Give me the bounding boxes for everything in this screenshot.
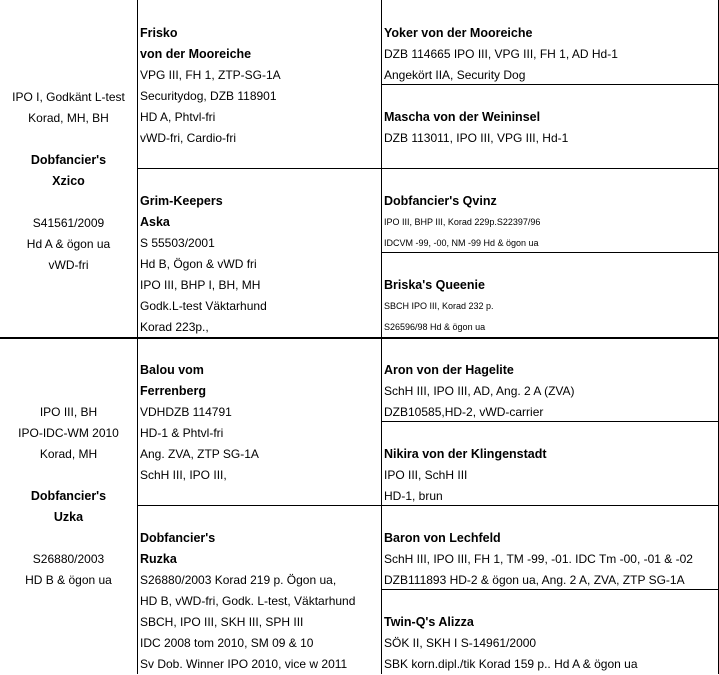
pedigree-detail-line: SchH III, IPO III, bbox=[140, 468, 227, 482]
dog-name-line: Dobfancier's Qvinz bbox=[384, 194, 497, 208]
dog-name-line: Grim-Keepers bbox=[140, 194, 223, 208]
grandsire-cell-qvinz bbox=[384, 191, 718, 254]
dam-cell-aska bbox=[140, 191, 380, 338]
pedigree-detail-line: Hd B, Ögon & vWD fri bbox=[140, 257, 257, 271]
granddam-cell-mascha bbox=[384, 107, 718, 149]
dog-name-line: Nikira von der Klingenstadt bbox=[384, 447, 547, 461]
pedigree-detail-line: IDC 2008 tom 2010, SM 09 & 10 bbox=[140, 636, 314, 650]
dog-name-line: Aron von der Hagelite bbox=[384, 363, 514, 377]
pedigree-detail-line: DZB10585,HD-2, vWD-carrier bbox=[384, 405, 544, 419]
grandsire-cell-baron bbox=[384, 528, 718, 591]
pedigree-detail-line: DZB 113011, IPO III, VPG III, Hd-1 bbox=[384, 131, 569, 145]
dog-name-line: Briska's Queenie bbox=[384, 278, 485, 292]
dog-name-line: Uzka bbox=[53, 510, 84, 524]
pedigree-detail-line: DZB 114665 IPO III, VPG III, FH 1, AD Hd-1 bbox=[384, 47, 618, 61]
grandsire-cell-aron bbox=[384, 360, 718, 423]
dog-name-line: Balou vom bbox=[140, 363, 204, 377]
dog-name-line: Yoker von der Mooreiche bbox=[384, 26, 533, 40]
pedigree-detail-line: IPO III, BHP I, BH, MH bbox=[140, 278, 261, 292]
pedigree-detail-line: S26880/2003 Korad 219 p. Ögon ua, bbox=[140, 573, 337, 587]
pedigree-detail-line: HD B & ögon ua bbox=[25, 573, 112, 587]
pedigree-detail-line: IPO III, BH bbox=[39, 405, 98, 419]
pedigree-detail-line: S 55503/2001 bbox=[140, 236, 215, 250]
granddam-cell-alizza bbox=[384, 612, 718, 675]
pedigree-detail-line: Korad, MH, BH bbox=[28, 111, 109, 125]
pedigree-detail-line: Hd A & ögon ua bbox=[26, 237, 111, 251]
pedigree-detail-line: HD-1, brun bbox=[384, 489, 443, 503]
grandsire-cell-yoker bbox=[384, 23, 718, 86]
dog-cell-uzka bbox=[0, 402, 137, 591]
pedigree-detail-line: vWD-fri, Cardio-fri bbox=[140, 131, 236, 145]
pedigree-detail-line bbox=[0, 192, 137, 213]
dog-name-line: Frisko bbox=[140, 26, 178, 40]
dog-cell-xzico bbox=[0, 87, 137, 276]
pedigree-detail-line: Angekört IIA, Security Dog bbox=[384, 68, 526, 82]
pedigree-detail-line: SchH III, IPO III, AD, Ang. 2 A (ZVA) bbox=[384, 384, 575, 398]
sire-cell-frisko bbox=[140, 23, 380, 149]
pedigree-detail-line: SBCH, IPO III, SKH III, SPH III bbox=[140, 615, 304, 629]
pedigree-detail-line: IPO I, Godkänt L-test bbox=[12, 90, 125, 104]
pedigree-detail-line: Korad 223p., bbox=[140, 320, 209, 334]
pedigree-detail-line bbox=[0, 129, 137, 150]
pedigree-detail-line: vWD-fri bbox=[48, 258, 89, 272]
pedigree-detail-line: DZB111893 HD-2 & ögon ua, Ang. 2 A, ZVA, ZTP SG-1A bbox=[384, 573, 685, 587]
pedigree-detail-line: HD-1 & Phtvl-fri bbox=[140, 426, 224, 440]
pedigree-detail-line: S41561/2009 bbox=[32, 216, 105, 230]
pedigree-detail-line: VPG III, FH 1, ZTP-SG-1A bbox=[140, 68, 281, 82]
granddam-cell-nikira bbox=[384, 444, 718, 507]
dog-name-line: Ferrenberg bbox=[140, 384, 206, 398]
pedigree-detail-line: SBK korn.dipl./tik Korad 159 p.. Hd A & ögon ua bbox=[384, 657, 638, 671]
pedigree-detail-line: VDHDZB 114791 bbox=[140, 405, 232, 419]
pedigree-detail-line: SchH III, IPO III, FH 1, TM -99, -01. IDC Tm -00, -01 & -02 bbox=[384, 552, 693, 566]
dam-cell-ruzka bbox=[140, 528, 380, 675]
dog-name-line: Aska bbox=[140, 215, 170, 229]
dog-name-line: Xzico bbox=[52, 174, 85, 188]
dog-name-line: Dobfancier's bbox=[30, 489, 107, 503]
pedigree-detail-line bbox=[0, 528, 137, 549]
pedigree-detail-line: S26596/98 Hd & ögon ua bbox=[384, 322, 486, 332]
pedigree-detail-line bbox=[0, 465, 137, 486]
dog-name-line: Twin-Q's Alizza bbox=[384, 615, 474, 629]
pedigree-detail-line: Godk.L-test Väktarhund bbox=[140, 299, 267, 313]
pedigree-detail-line: HD A, Phtvl-fri bbox=[140, 110, 216, 124]
pedigree-detail-line: HD B, vWD-fri, Godk. L-test, Väktarhund bbox=[140, 594, 356, 608]
pedigree-detail-line: IDCVM -99, -00, NM -99 Hd & ögon ua bbox=[384, 238, 539, 248]
pedigree-detail-line: IPO III, SchH III bbox=[384, 468, 468, 482]
divider-mid-top bbox=[137, 168, 719, 169]
pedigree-detail-line: S26880/2003 bbox=[32, 552, 105, 566]
sire-cell-balou bbox=[140, 360, 380, 486]
pedigree-detail-line: Korad, MH bbox=[39, 447, 98, 461]
pedigree-detail-line: Ang. ZVA, ZTP SG-1A bbox=[140, 447, 259, 461]
pedigree-detail-line: IPO-IDC-WM 2010 bbox=[18, 426, 119, 440]
pedigree-detail-line: SBCH IPO III, Korad 232 p. bbox=[384, 301, 494, 311]
pedigree-detail-line: SÖK II, SKH I S-14961/2000 bbox=[384, 636, 537, 650]
granddam-cell-queenie bbox=[384, 275, 718, 338]
pedigree-detail-line: IPO III, BHP III, Korad 229p.S22397/96 bbox=[384, 217, 541, 227]
dog-name-line: Dobfancier's bbox=[30, 153, 107, 167]
pedigree-detail-line: Sv Dob. Winner IPO 2010, vice w 2011 bbox=[140, 657, 348, 671]
dog-name-line: Baron von Lechfeld bbox=[384, 531, 501, 545]
dog-name-line: Dobfancier's bbox=[140, 531, 216, 545]
dog-name-line: Mascha von der Weininsel bbox=[384, 110, 541, 124]
dog-name-line: Ruzka bbox=[140, 552, 177, 566]
dog-name-line: von der Mooreiche bbox=[140, 47, 252, 61]
pedigree-detail-line: Securitydog, DZB 118901 bbox=[140, 89, 277, 103]
